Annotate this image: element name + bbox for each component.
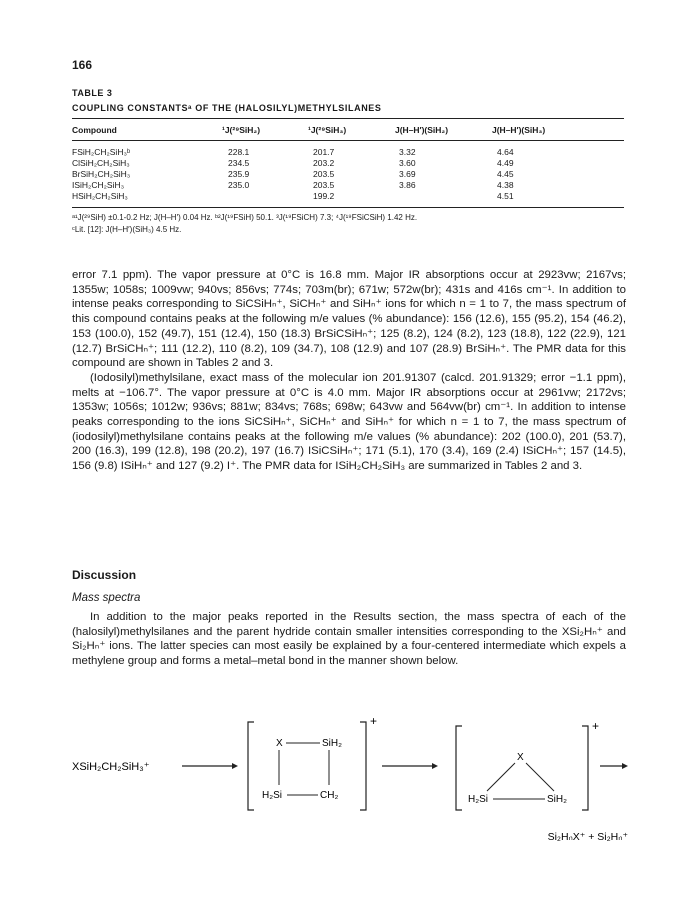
scheme-charge-2: + bbox=[592, 719, 600, 733]
table-cell: BrSiH₂CH₂SiH₃ bbox=[72, 169, 131, 179]
table-title: COUPLING CONSTANTSᵃ OF THE (HALOSILYL)METHYLSILANES bbox=[72, 103, 382, 113]
scheme-bracket-right-2 bbox=[582, 726, 588, 810]
table-cell: 203.2 bbox=[313, 158, 335, 168]
scheme-int1-ch2: CH₂ bbox=[320, 790, 339, 801]
scheme-charge-1: + bbox=[370, 714, 378, 728]
table-cell: 4.45 bbox=[497, 169, 514, 179]
scheme-int2-x: X bbox=[517, 752, 524, 763]
table-cell: HSiH₂CH₂SiH₃ bbox=[72, 191, 128, 201]
table-header-hh-sih2: J(H–H′)(SiH₂) bbox=[395, 125, 449, 135]
scheme-int1-sih2-top: SiH₂ bbox=[322, 738, 342, 749]
scheme-int2-bond-right bbox=[526, 763, 554, 791]
mass-spectra-subheading: Mass spectra bbox=[72, 592, 141, 604]
scheme-arrow-1-head bbox=[232, 763, 238, 769]
scheme-int2-sih2: SiH₂ bbox=[547, 794, 567, 805]
table-header-j-sih3: ¹J(²⁹SiH₃) bbox=[308, 125, 347, 135]
scheme-bracket-right-1 bbox=[360, 722, 366, 810]
scheme-bracket-left-2 bbox=[456, 726, 462, 810]
results-paragraph: (Iodosilyl)methylsilane, exact mass of the molecular ion 201.91307 (calcd. 201.91329; error −1.1 ppm), melts at −106.7°. The vapor pressure at 0°C is 4.0 mm. Major IR absorptions occur at 2961vw; 2172vs; 1353w; 1056s; 1012w; 936vs; 881w; 834vs; 768s; 698w; 643vw and 564vw(br) cm⁻¹. In addition to intense peaks corresponding to the ions SiCSiHₙ⁺, SiCHₙ⁺ and SiHₙ⁺ for which n = 1 to 7, the mass spectrum of (iodosilyl)methylsilane contains peaks at the following m/e values (% abundance): 202 (100.0), 201 (53.7), 200 (16.3), 199 (12.8), 198 (20.2), 197 (16.7) ISiCSiHₙ⁺; 171 (5.1), 170 (3.4), 169 (2.4) ISiCHₙ⁺; 157 (14.5), 156 (9.8) ISiHₙ⁺ and 127 (9.2) I⁺. The PMR data for ISiH₂CH₂SiH₃ are summarized in Tables 2 and 3. bbox=[72, 371, 626, 473]
scheme-int1-h2si: H₂Si bbox=[262, 790, 282, 801]
discussion-paragraph: In addition to the major peaks reported in the Results section, the mass spectra of each of the (halosilyl)methylsilanes and the parent hydride contain smaller intensities corresponding to the XSi₂Hₙ⁺ and Si₂Hₙ⁺ ions. The latter species can most easily be explained by a four-centered intermediate which expels a methylene group and forms a metal–metal bond in the manner shown below. bbox=[72, 611, 626, 668]
scheme-arrow-2-head bbox=[432, 763, 438, 769]
table-cell: 201.7 bbox=[313, 147, 335, 157]
table-cell: 4.38 bbox=[497, 180, 514, 190]
scheme-int2-bond-left bbox=[487, 763, 515, 791]
table-cell: 3.32 bbox=[399, 147, 416, 157]
scheme-products: Si₂HₙX⁺ + Si₂Hₙ⁺ bbox=[547, 831, 628, 843]
table-cell: 235.9 bbox=[228, 169, 250, 179]
table-label: TABLE 3 bbox=[72, 88, 113, 98]
table-cell: 3.60 bbox=[399, 158, 416, 168]
table-cell: FSiH₂CH₂SiH₃ᵇ bbox=[72, 147, 131, 157]
table-cell: 228.1 bbox=[228, 147, 250, 157]
discussion-heading: Discussion bbox=[72, 568, 137, 582]
scheme-arrow-3-head bbox=[622, 763, 628, 769]
table-cell: 234.5 bbox=[228, 158, 250, 168]
table-cell: 203.5 bbox=[313, 180, 335, 190]
table-header-compound: Compound bbox=[72, 125, 117, 135]
table-cell: 4.64 bbox=[497, 147, 514, 157]
table-cell: 4.51 bbox=[497, 191, 514, 201]
results-paragraph: error 7.1 ppm). The vapor pressure at 0°C is 16.8 mm. Major IR absorptions occur at 2923vw; 2167vs; 1355w; 1058s; 1009vw; 940vs; 856vs; 774s; 703m(br); 671w; 572w(br); 431s and 416s cm⁻¹. In addition to intense peaks corresponding to SiCSiHₙ⁺, SiCHₙ⁺ and SiHₙ⁺ ions for which n = 1 to 7, the mass spectrum of this compound contains peaks at the following m/e values (% abundance): 156 (12.6), 155 (95.2), 154 (46.2), 153 (100.0), 152 (49.7), 151 (12.4), 150 (18.3) BrSiCSiHₙ⁺; 125 (8.2), 124 (8.2), 123 (18.8), 122 (22.9), 121 (12.7) BrSiCHₙ⁺; 111 (12.2), 110 (8.2), 109 (34.7), 108 (12.9) and 107 (28.9) BrSiHₙ⁺. The PMR data for this compound are shown in Tables 2 and 3. bbox=[72, 269, 626, 370]
scheme-reactant: XSiH₂CH₂SiH₃⁺ bbox=[72, 761, 150, 773]
table-cell: 3.69 bbox=[399, 169, 416, 179]
scheme-int1-x: X bbox=[276, 738, 283, 749]
table-cell: 3.86 bbox=[399, 180, 416, 190]
scheme-int2-h2si: H₂Si bbox=[468, 794, 488, 805]
page-number: 166 bbox=[72, 58, 93, 72]
table-cell: 203.5 bbox=[313, 169, 335, 179]
table-cell: 235.0 bbox=[228, 180, 250, 190]
table-header-hh-sih3: J(H–H′)(SiH₃) bbox=[492, 125, 546, 135]
table-cell: ClSiH₂CH₂SiH₃ bbox=[72, 158, 130, 168]
scheme-bracket-left-1 bbox=[248, 722, 254, 810]
table-cell: 199.2 bbox=[313, 191, 335, 201]
table-cell: 4.49 bbox=[497, 158, 514, 168]
table-cell: ISiH₂CH₂SiH₃ bbox=[72, 180, 125, 190]
table-footnote-a: ᵃ¹J(²⁹SiH) ±0.1-0.2 Hz; J(H–H′) 0.04 Hz. ᵇ²J(¹⁹FSiH) 50.1. ³J(¹⁹FSiCH) 7.3; ⁴J(¹⁹FSiCSiH) 1.42 Hz. bbox=[72, 213, 418, 222]
table-header-j-sih2: ¹J(²⁹SiH₂) bbox=[222, 125, 261, 135]
table-footnote-c: ᶜLit. [12]: J(H–H′)(SiH₃) 4.5 Hz. bbox=[72, 225, 182, 234]
